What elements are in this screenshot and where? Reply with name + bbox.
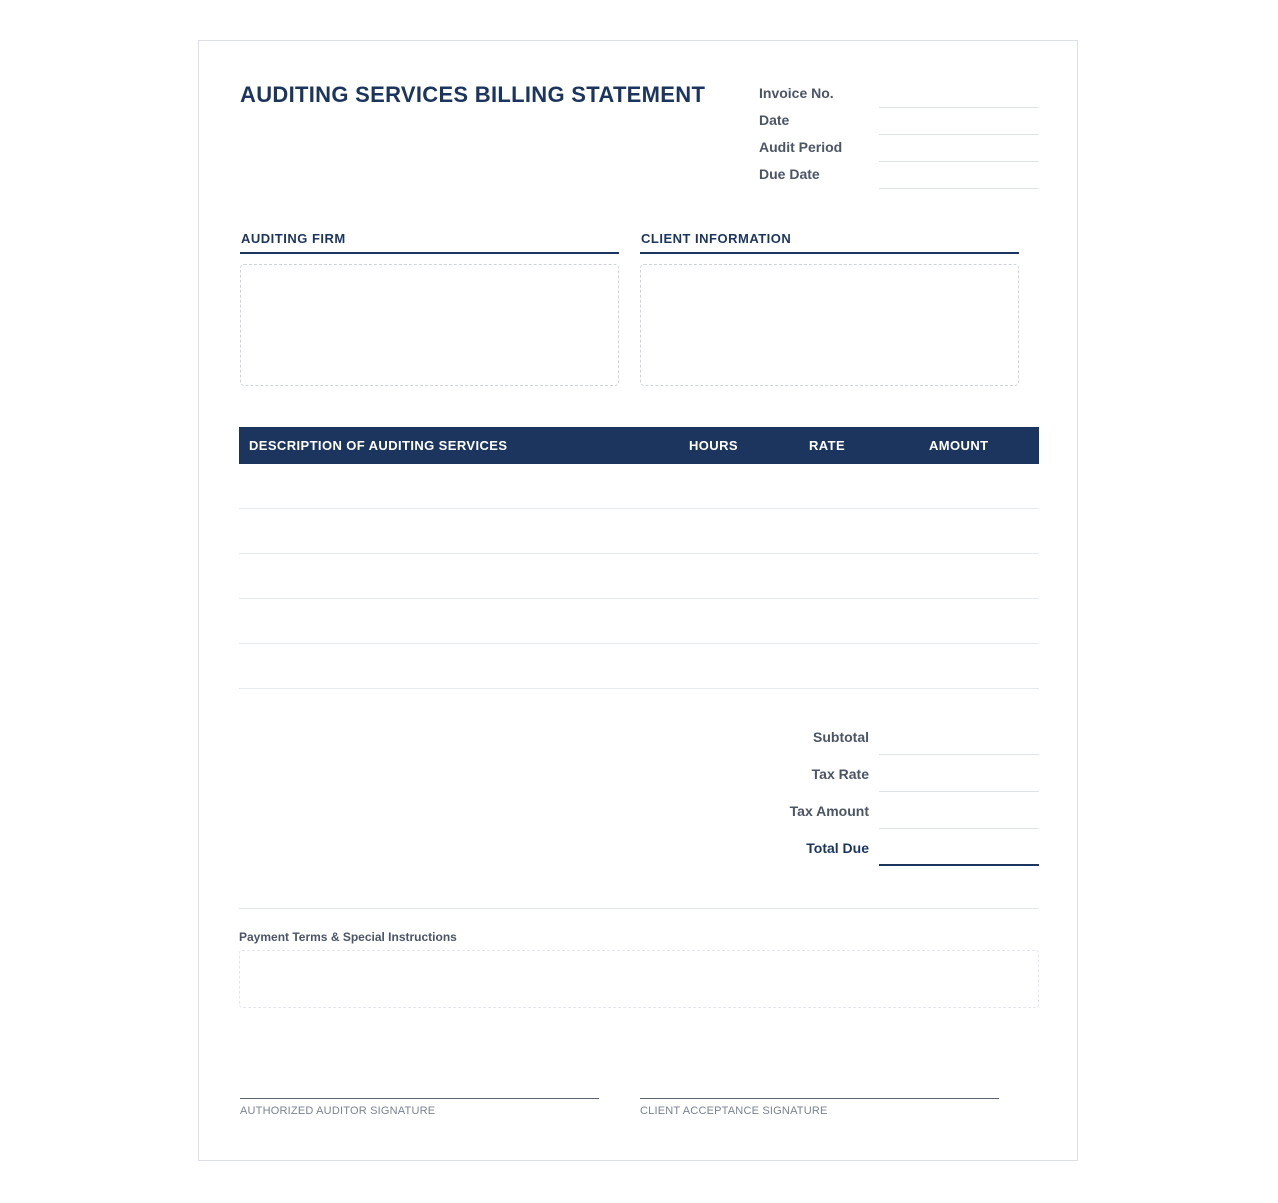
due-date-label: Due Date [759, 166, 820, 182]
column-header-rate: RATE [809, 438, 846, 453]
auditing-firm-box[interactable] [240, 264, 619, 386]
date-label: Date [759, 112, 790, 128]
audit-period-label: Audit Period [759, 139, 843, 155]
table-row[interactable] [239, 464, 1039, 509]
total-due-label: Total Due [806, 840, 869, 856]
auditing-firm-heading-text: AUDITING FIRM [241, 231, 346, 246]
auditor-signature-line[interactable] [240, 1098, 599, 1117]
total-due-field[interactable] [879, 864, 1039, 866]
column-header-description: DESCRIPTION OF AUDITING SERVICES [249, 438, 508, 453]
payment-terms-label: Payment Terms & Special Instructions [239, 930, 457, 944]
due-date-field[interactable] [879, 188, 1039, 189]
date-row [759, 108, 1039, 135]
auditing-firm-heading [240, 231, 619, 254]
tax-rate-label: Tax Rate [811, 766, 869, 782]
audit-period-row [759, 135, 1039, 162]
invoice-no-label: Invoice No. [759, 85, 834, 101]
client-information-box[interactable] [640, 264, 1019, 386]
auditor-signature-label: AUTHORIZED AUDITOR SIGNATURE [240, 1105, 436, 1117]
payment-terms-box[interactable] [239, 950, 1039, 1008]
table-row[interactable] [239, 644, 1039, 689]
column-header-hours: HOURS [689, 438, 738, 453]
tax-rate-row [720, 755, 1039, 792]
section-divider [239, 908, 1039, 909]
invoice-no-row [759, 81, 1039, 108]
client-information-heading [640, 231, 1019, 254]
total-due-row [720, 829, 1039, 866]
subtotal-row [720, 718, 1039, 755]
subtotal-label: Subtotal [813, 729, 869, 745]
tax-amount-row [720, 792, 1039, 829]
tax-amount-label: Tax Amount [789, 803, 869, 819]
column-header-amount: AMOUNT [929, 438, 989, 453]
due-date-row [759, 162, 1039, 189]
services-table-header [239, 427, 1039, 464]
document-title: AUDITING SERVICES BILLING STATEMENT [240, 82, 706, 107]
table-row[interactable] [239, 554, 1039, 599]
totals-block [720, 718, 1039, 866]
client-signature-line[interactable] [640, 1098, 999, 1117]
client-information-heading-text: CLIENT INFORMATION [641, 231, 792, 246]
client-signature-label: CLIENT ACCEPTANCE SIGNATURE [640, 1105, 828, 1117]
table-row[interactable] [239, 509, 1039, 554]
table-row[interactable] [239, 599, 1039, 644]
invoice-meta [759, 81, 1039, 189]
